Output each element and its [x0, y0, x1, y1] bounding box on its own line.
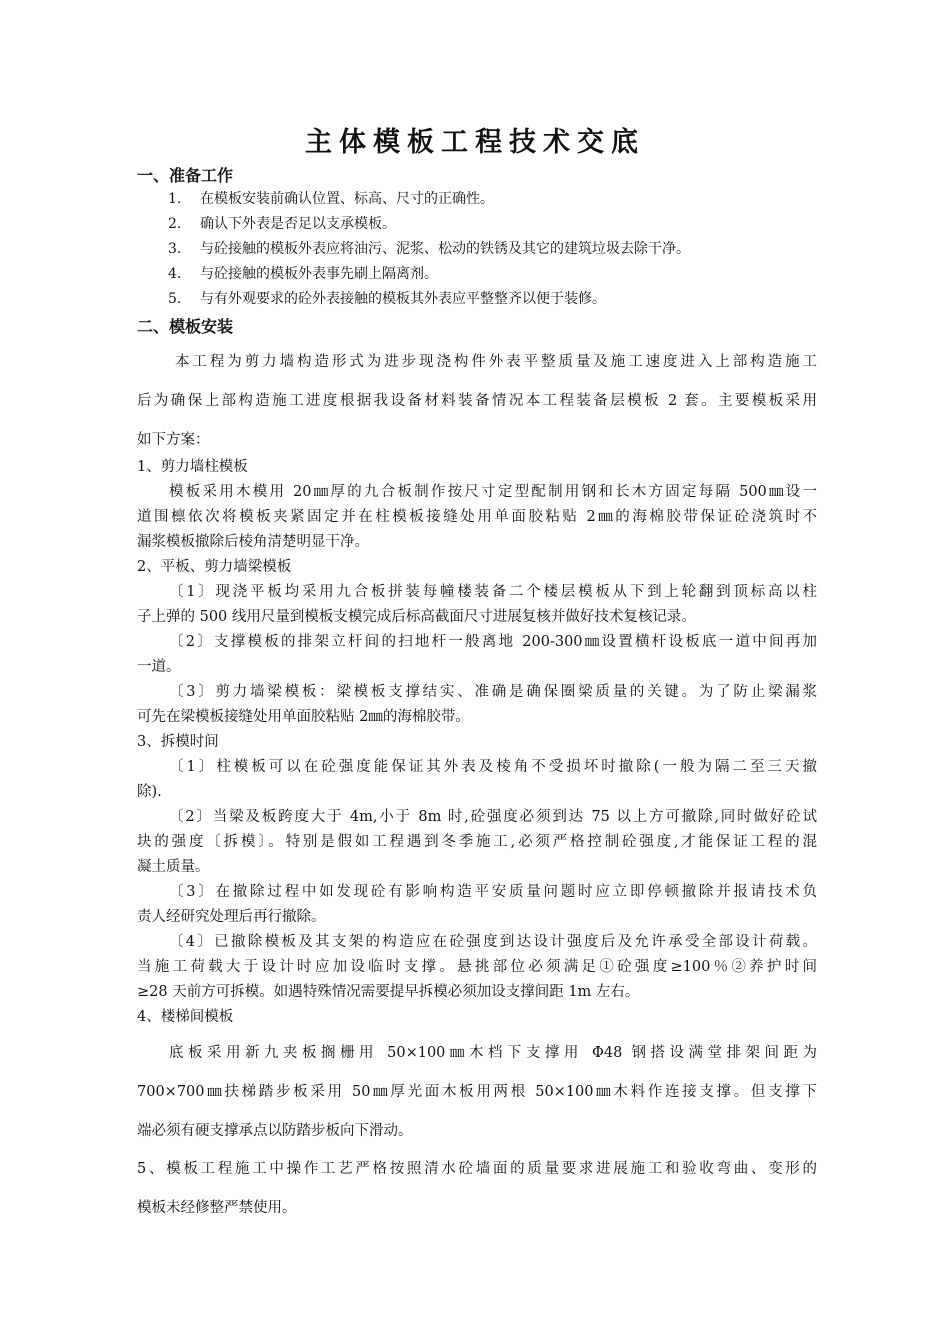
list-number: 3. [168, 241, 182, 257]
paragraph-line: 如下方案： [137, 432, 210, 448]
list-text: 在模板安装前确认位置、标高、尺寸的正确性。 [200, 191, 494, 207]
subheading: 2、平板、剪力墙梁模板 [137, 559, 292, 575]
list-item [168, 188, 494, 208]
paragraph-line: 后为确保上部构造施工进度根据我设备材料装备情况本工程装备层模板 2 套。主要模板采用 [137, 393, 817, 409]
subheading: 1、剪力墙柱模板 [137, 459, 248, 475]
list-item [168, 288, 606, 308]
paragraph-line: 责人经研究处理后再行撤除。 [137, 909, 326, 925]
paragraph-line: 凝土质量。 [137, 859, 210, 875]
list-item [168, 263, 438, 283]
paragraph-line: 子上弹的 500 线用尺量到模板支模完成后标高截面尺寸进展复核并做好技术复核记录。 [137, 609, 696, 625]
paragraph-line: 700×700㎜扶梯踏步板采用 50㎜厚光面木板用两根 50×100㎜木料作连接支撑。但支撑下 [137, 1084, 817, 1100]
list-number: 2. [168, 216, 182, 232]
list-item [168, 213, 396, 233]
paragraph-line: 块的强度〔拆模〕。特别是假如工程遇到冬季施工,必须严格控制砼强度,才能保证工程的混 [137, 834, 817, 850]
list-text: 与砼接触的模板外表应将油污、泥浆、松动的铁锈及其它的建筑垃圾去除干净。 [200, 241, 690, 257]
paragraph-line: 〔1〕柱模板可以在砼强度能保证其外表及棱角不受损坏时撤除(一般为隔二至三天撤 [169, 759, 817, 775]
paragraph-line: 模板采用木模用 20㎜厚的九合板制作按尺寸定型配制用钢和长木方固定每隔 500㎜设一 [169, 484, 817, 500]
paragraph-line: 〔4〕已撤除模板及其支架的构造应在砼强度到达设计强度后及允许承受全部设计荷载。 [169, 934, 817, 950]
list-number: 1. [168, 191, 182, 207]
paragraph-line: 端必须有硬支撑承点以防踏步板向下滑动。 [137, 1123, 413, 1139]
list-text: 确认下外表是否足以支承模板。 [200, 216, 396, 232]
paragraph-line: 〔2〕当梁及板跨度大于 4m,小于 8m 时,砼强度必须到达 75 以上方可撤除,同时做好砼试 [169, 809, 817, 825]
paragraph-line: 道围檩依次将模板夹紧固定并在柱模板接缝处用单面胶粘贴 2㎜的海棉胶带保证砼浇筑时不 [137, 509, 817, 525]
document-title: 主体模板工程技术交底 [305, 127, 645, 158]
paragraph-line: 〔3〕在撤除过程中如发现砼有影响构造平安质量问题时应立即停顿撤除并报请技术负 [169, 884, 817, 900]
paragraph-line: 底板采用新九夹板搁栅用 50×100㎜木档下支撑用 Φ48 钢搭设满堂排架间距为 [169, 1045, 817, 1061]
list-number: 4. [168, 266, 182, 282]
paragraph-line: 一道。 [137, 659, 181, 675]
subheading: 4、楼梯间模板 [137, 1009, 234, 1025]
paragraph-line: 模板未经修整严禁使用。 [137, 1200, 297, 1216]
list-text: 与砼接触的模板外表事先刷上隔离剂。 [200, 266, 438, 282]
paragraph-line: 可先在梁模板接缝处用单面胶粘贴 2㎜的海棉胶带。 [137, 709, 470, 725]
section-heading-installation: 二、模板安装 [137, 317, 234, 336]
paragraph-line: 5、模板工程施工中操作工艺严格按照清水砼墙面的质量要求进展施工和验收弯曲、变形的 [137, 1161, 817, 1177]
list-text: 与有外观要求的砼外表接触的模板其外表应平整整齐以便于装修。 [200, 291, 606, 307]
paragraph-line: 〔2〕支撑模板的排架立杆间的扫地杆一般离地 200-300㎜设置横杆设板底一道中间再加 [169, 634, 817, 650]
section-heading-preparation: 一、准备工作 [137, 166, 234, 185]
list-item [168, 238, 690, 258]
paragraph-line: ≥28 天前方可拆模。如遇特殊情况需要提早拆模必须加设支撑间距 1m 左右。 [137, 984, 640, 1000]
paragraph-line: 当施工荷载大于设计时应加设临时支撑。悬挑部位必须满足①砼强度≥100％②养护时间 [137, 959, 817, 975]
paragraph-line: 本工程为剪力墙构造形式为进步现浇构件外表平整质量及施工速度进入上部构造施工 [175, 354, 817, 370]
paragraph-line: 漏浆模板撤除后棱角清楚明显干净。 [137, 534, 369, 550]
subheading: 3、拆模时间 [137, 734, 219, 750]
list-number: 5. [168, 291, 182, 307]
paragraph-line: 除). [137, 784, 162, 800]
paragraph-line: 〔1〕现浇平板均采用九合板拼装每幢楼装备二个楼层模板从下到上轮翻到顶标高以柱 [169, 584, 817, 600]
paragraph-line: 〔3〕剪力墙梁模板：梁模板支撑结实、准确是确保圈梁质量的关键。为了防止梁漏浆 [169, 684, 817, 700]
